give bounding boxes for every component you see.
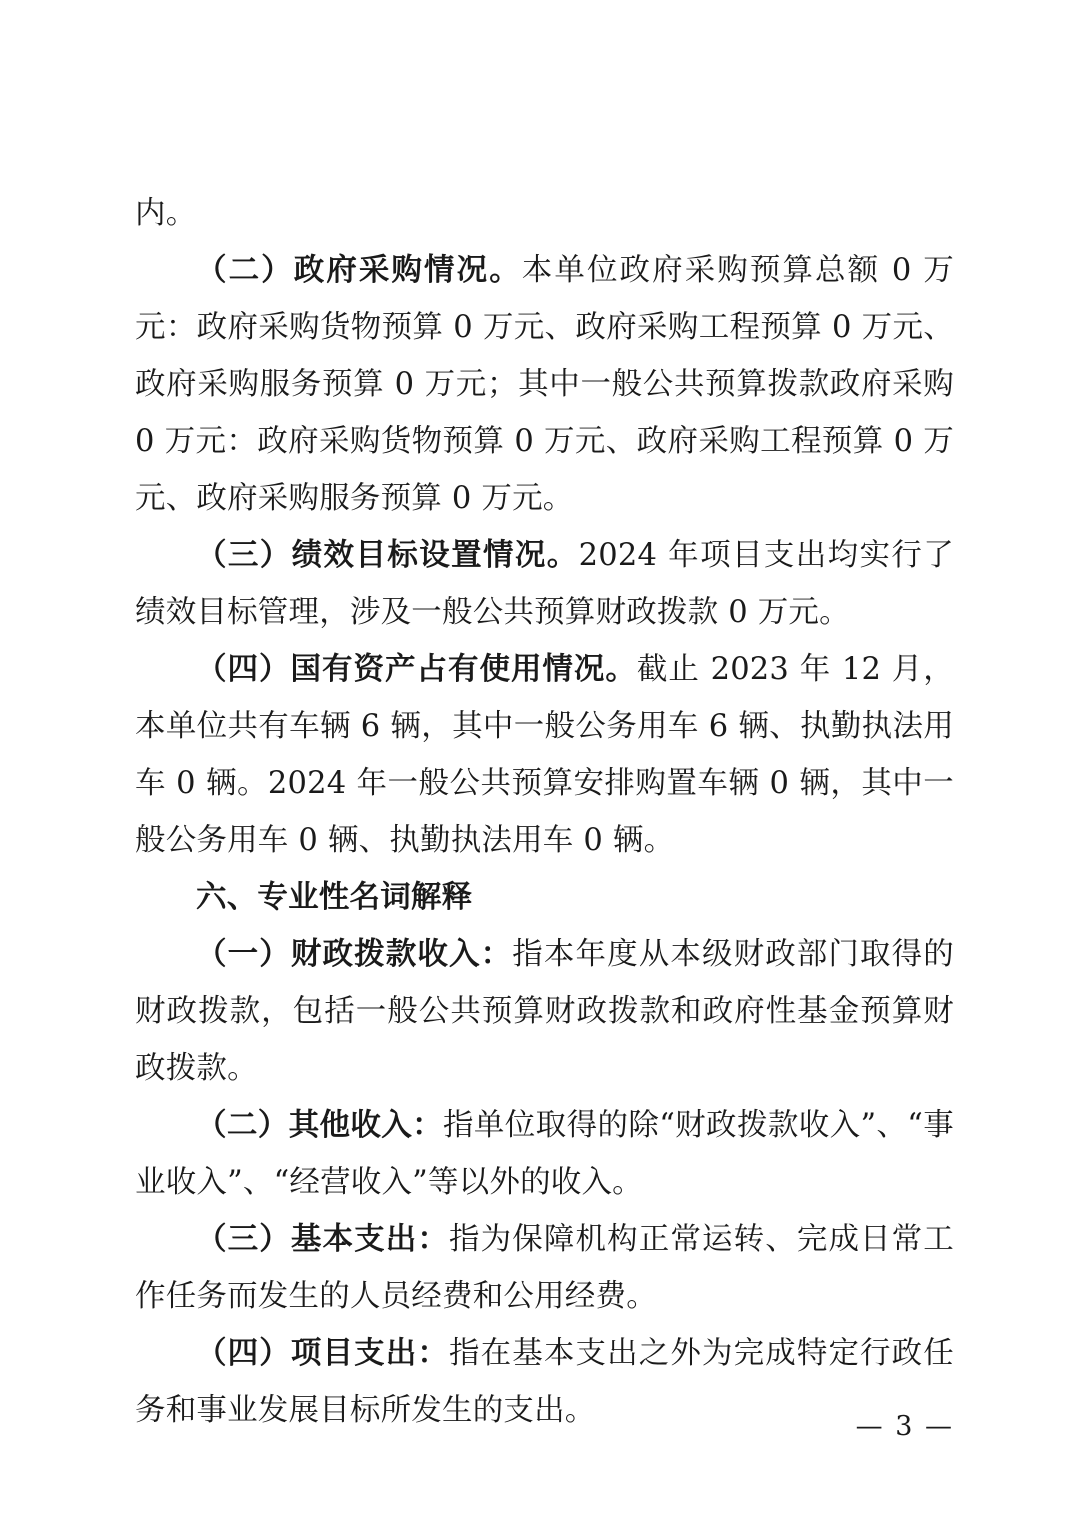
glossary-definition: 指为保障机构正常运转、完成日常工作任务而发生的人员经费和公用经费。: [135, 1222, 955, 1314]
paragraph-text: 2024 年项目支出均实行了绩效目标管理，涉及一般公共预算财政拨款 0 万元。: [135, 538, 954, 630]
glossary-item-basic-expenditure: [135, 1211, 954, 1325]
paragraph-text: 内。: [135, 196, 197, 231]
glossary-definition: 指本年度从本级财政部门取得的财政拨款，包括一般公共预算财政拨款和政府性基金预算财政拨款。: [135, 937, 954, 1086]
glossary-definition: 指在基本支出之外为完成特定行政任务和事业发展目标所发生的支出。: [135, 1336, 955, 1428]
glossary-item-fiscal-appropriation-income: [135, 926, 954, 1097]
document-body: [135, 185, 954, 1439]
glossary-term: （一）财政拨款收入：: [196, 936, 513, 972]
glossary-term: （二）其他收入：: [196, 1107, 444, 1143]
glossary-item-other-income: [135, 1097, 954, 1211]
page-number: — 3 —: [855, 1411, 954, 1442]
paragraph-performance-target: [135, 527, 954, 641]
section-heading-terminology: 六、专业性名词解释: [196, 879, 473, 915]
paragraph-continued: [135, 185, 954, 242]
paragraph-lead: （二）政府采购情况。: [196, 252, 522, 288]
paragraph-state-assets: [135, 641, 954, 869]
glossary-term: （三）基本支出：: [196, 1221, 449, 1257]
paragraph-lead: （三）绩效目标设置情况。: [196, 537, 579, 573]
paragraph-text: 本单位政府采购预算总额 0 万元：政府采购货物预算 0 万元、政府采购工程预算 0 万元、政府采购服务预算 0 万元；其中一般公共预算拨款政府采购 0 万元：政府采购货物预算 0 万元、政府采购工程预算 0 万元、政府采购服务预算 0 万元。: [135, 253, 955, 516]
paragraph-government-procurement: [135, 242, 954, 527]
paragraph-lead: （四）国有资产占有使用情况。: [196, 651, 637, 687]
paragraph-text: 截止 2023 年 12 月，本单位共有车辆 6 辆，其中一般公务用车 6 辆、执勤执法用车 0 辆。2024 年一般公共预算安排购置车辆 0 辆，其中一般公务用车 0 辆、执勤执法用车 0 辆。: [135, 652, 954, 858]
glossary-definition: 指单位取得的除“财政拨款收入”、“事业收入”、“经营收入”等以外的收入。: [135, 1108, 954, 1200]
glossary-term: （四）项目支出：: [196, 1335, 449, 1371]
